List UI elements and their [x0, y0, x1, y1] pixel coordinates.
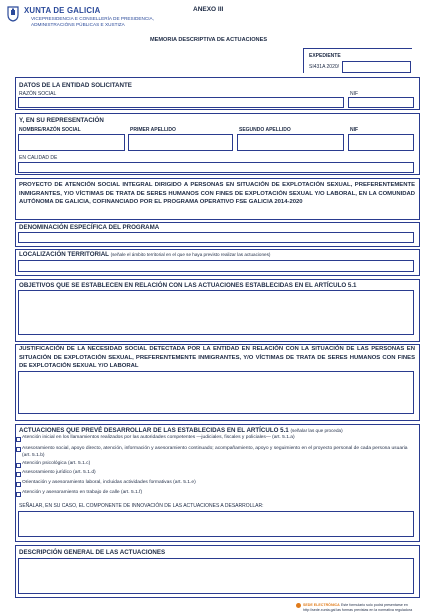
- localizacion-note: (señale el ámbito territorial en el que se haya previsto realizar las actuaciones): [110, 252, 271, 257]
- page-title: MEMORIA DESCRIPTIVA DE ACTUACIONES: [150, 37, 268, 43]
- objetivos-heading: OBJETIVOS QUE SE ESTABLECEN EN RELACIÓN CON LAS ACTUACIONES ESTABLECIDAS EN EL ARTÍCULO 5.1: [19, 282, 357, 289]
- descripcion-heading: DESCRIPCIÓN GENERAL DE LAS ACTUACIONES: [19, 549, 166, 556]
- actuacion-label: Orientación y asesoramiento laboral, incluidas actividades formativas (art. 5.1.e): [22, 480, 196, 485]
- footer-line-1: Este formulario solo podrá presentarse en: [341, 603, 408, 607]
- actuacion-item-d[interactable]: [22, 470, 96, 478]
- actuaciones-heading: [19, 427, 343, 434]
- checkbox[interactable]: [16, 492, 21, 497]
- sede-label: SEDE ELECTRÓNICA: [303, 603, 340, 607]
- en-calidad-label: EN CALIDAD DE: [19, 155, 58, 161]
- checkbox[interactable]: [16, 482, 21, 487]
- actuacion-label: Asesoramiento social, apoyo directo, atención, información y asesoramiento continuado; acompañamiento, apoyo y seguimiento en el proyecto personal de cada persona usuaria (art. 5.1.b): [22, 446, 408, 458]
- actuacion-item-b[interactable]: [22, 445, 417, 458]
- razon-social-label: RAZÓN SOCIAL: [19, 91, 57, 97]
- department-line-1: VICEPRESIDENCIA E CONSELLERÍA DE PRESIDENCIA,: [31, 16, 154, 21]
- department-line-2: ADMINISTRACIÓNS PÚBLICAS E XUSTIZA: [31, 22, 125, 27]
- justificacion-heading: JUSTIFICACIÓN DE LA NECESIDAD SOCIAL DETECTADA POR LA ENTIDAD EN RELACIÓN CON LA SITUACIÓN DE LAS PERSONAS EN SITUACIÓN DE EXPLOTACIÓN SEXUAL, PREFERENTEMENTE INMIGRANTES, Y/O VÍCTIMAS DE TRATA DE SERES HUMANOS CON FINES DE EXPLOTACIÓN SEXUAL Y/O LABORAL: [19, 346, 415, 370]
- innovacion-textarea[interactable]: [18, 511, 414, 537]
- representacion-heading: Y, EN SU REPRESENTACIÓN: [19, 117, 104, 124]
- primer-apellido-input[interactable]: [128, 134, 233, 151]
- actuacion-item-a[interactable]: [22, 435, 295, 443]
- actuaciones-title: ACTUACIONES QUE PREVÉ DESARROLLAR DE LAS ESTABLECIDAS EN EL ARTÍCULO 5.1: [19, 427, 289, 434]
- entidad-nif-input[interactable]: [348, 97, 414, 108]
- segundo-apellido-input[interactable]: [237, 134, 344, 151]
- xunta-logo-icon: [6, 6, 20, 22]
- footer-line-2[interactable]: http://sede.xunta.gal las formas previstas en la normativa reguladora: [303, 608, 413, 612]
- descripcion-textarea[interactable]: [18, 558, 414, 594]
- justificacion-textarea[interactable]: [18, 371, 414, 414]
- localizacion-heading: [19, 251, 270, 258]
- localizacion-title: LOCALIZACIÓN TERRITORIAL: [19, 251, 109, 258]
- proyecto-text: PROYECTO DE ATENCIÓN SOCIAL INTEGRAL DIRIGIDO A PERSONAS EN SITUACIÓN DE EXPLOTACIÓN SEXUAL, PREFERENTEMENTE INMIGRANTES, Y/O VÍCTIMAS DE TRATA DE SERES HUMANOS CON FINES DE EXPLOTACIÓN SEXUAL Y/O LABORAL, EN LA COMUNIDAD AUTÓNOMA DE GALICIA, COFINANCIADO POR EL PROGRAMA OPERATIVO FSE GALICIA 2014-2020: [19, 182, 415, 206]
- denominacion-input[interactable]: [18, 232, 414, 243]
- actuacion-label: Atención inicial en los llamamientos realizados por las autoridades competentes —judiciales, fiscales y policiales— (art. 5.1.a): [22, 435, 295, 440]
- entidad-nif-label: NIF: [350, 91, 359, 97]
- primer-apellido-label: PRIMER APELLIDO: [130, 127, 176, 133]
- objetivos-textarea[interactable]: [18, 290, 414, 335]
- checkbox[interactable]: [16, 463, 21, 468]
- expediente-label: EXPEDIENTE: [309, 53, 341, 59]
- expediente-input[interactable]: [342, 61, 411, 73]
- actuaciones-note: (señalar las que proceda): [290, 428, 343, 433]
- checkbox[interactable]: [16, 447, 21, 452]
- annex-label: ANEXO III: [193, 6, 224, 13]
- segundo-apellido-label: SEGUNDO APELLIDO: [239, 127, 291, 133]
- representante-nif-input[interactable]: [348, 134, 414, 151]
- expediente-code: SI431A 2020/: [309, 64, 340, 70]
- actuacion-item-c[interactable]: [22, 461, 90, 469]
- representante-nif-label: NIF: [350, 127, 359, 133]
- nombre-input[interactable]: [18, 134, 125, 151]
- razon-social-input[interactable]: [18, 97, 344, 108]
- nombre-label: NOMBRE/RAZÓN SOCIAL: [19, 127, 81, 133]
- localizacion-input[interactable]: [18, 260, 414, 272]
- brand-name: XUNTA DE GALICIA: [24, 6, 101, 15]
- actuacion-label: Atención y asesoramiento en trabajo de calle (art. 5.1.f): [22, 490, 143, 495]
- entidad-heading: DATOS DE LA ENTIDAD SOLICITANTE: [19, 82, 132, 89]
- innovacion-label: SEÑALAR, EN SU CASO, EL COMPONENTE DE INNOVACIÓN DE LAS ACTUACIONES A DESARROLLAR:: [19, 503, 264, 509]
- en-calidad-input[interactable]: [18, 162, 414, 173]
- actuacion-label: Asesoramiento jurídico (art. 5.1.d): [22, 470, 96, 475]
- actuacion-item-e[interactable]: [22, 480, 196, 488]
- checkbox[interactable]: [16, 472, 21, 477]
- sede-electronica-icon: [296, 603, 301, 608]
- actuacion-label: Atención psicológica (art. 5.1.c): [22, 461, 91, 466]
- denominacion-heading: DENOMINACIÓN ESPECÍFICA DEL PROGRAMA: [19, 224, 160, 231]
- checkbox[interactable]: [16, 437, 21, 442]
- actuacion-item-f[interactable]: [22, 490, 142, 498]
